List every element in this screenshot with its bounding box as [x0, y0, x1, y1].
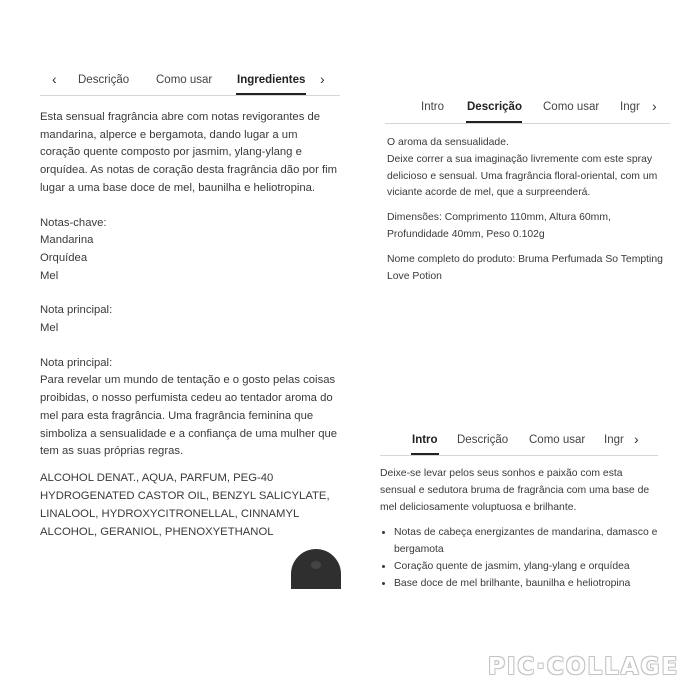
tab-ingredientes-partial[interactable]: Ingr: [604, 434, 624, 446]
tab-descricao[interactable]: Descrição: [467, 101, 522, 113]
intro-text: Esta sensual fragrância abre com notas revigorantes de mandarina, alperce e bergamota, dando lugar a um coração quente composto por jasmim, ylang-ylang e orquídea. As notas de coração desta fragrância dão por fim lugar a uma base doce de mel, baunilha e heliotropina.: [40, 111, 338, 194]
main-note-value: Mel: [40, 322, 59, 335]
list-item: • Base doce de mel brilhante, baunilha e heliotropina: [394, 576, 660, 593]
intro-content: [380, 466, 660, 593]
dimensions-text: Dimensões: Comprimento 110mm, Altura 60mm, Profundidade 40mm, Peso 0.102g: [387, 212, 611, 240]
main-note-heading: Nota principal:: [40, 304, 113, 317]
chevron-right-icon[interactable]: ›: [652, 98, 657, 114]
tab-como-usar[interactable]: Como usar: [156, 74, 213, 86]
chat-bubble-dot: [311, 561, 321, 569]
tabs-divider: [40, 95, 340, 96]
main-note2-text: Para revelar um mundo de tentação e o gosto pelas coisas proibidas, o nosso perfumista cedeu ao tentador aroma do mel para esta fragrância. Uma fragrância feminina que simboliza a sensualidade e a confiança de uma mulher que tem as suas próprias regras.: [40, 374, 338, 458]
description-heading: O aroma da sensualidade.: [387, 137, 509, 148]
tab-ingredientes-partial[interactable]: Ingr: [620, 101, 640, 113]
description-text: Deixe correr a sua imaginação livremente com este spray delicioso e sensual. Uma fragrância floral-oriental, com um viciante acorde de mel, que a surpreenderá.: [387, 153, 658, 199]
tab-descricao[interactable]: Descrição: [78, 74, 130, 86]
list-item: • Notas de cabeça energizantes de mandarina, damasco e bergamota: [394, 525, 660, 559]
tabs-divider: [385, 123, 670, 124]
full-name-text: Nome completo do produto: Bruma Perfumada So Tempting Love Potion: [387, 253, 663, 282]
chevron-right-icon[interactable]: ›: [320, 71, 325, 87]
description-content: [387, 135, 671, 285]
tabs-divider: [380, 455, 658, 456]
ingredients-content: [40, 109, 340, 541]
ingredients-list: ALCOHOL DENAT., AQUA, PARFUM, PEG-40 HYDROGENATED CASTOR OIL, BENZYL SALICYLATE, LINALOOL, HYDROXYCITRONELLAL, CINNAMYL ALCOHOL, GERANIOL, PHENOXYETHANOL: [40, 471, 330, 538]
tab-como-usar[interactable]: Como usar: [529, 434, 586, 446]
tab-ingredientes[interactable]: Ingredientes: [237, 74, 306, 86]
key-notes-heading: Notas-chave:: [40, 216, 107, 229]
tab-como-usar[interactable]: Como usar: [543, 101, 600, 113]
notes-list: [380, 525, 660, 592]
key-note-item: Mel: [40, 269, 59, 282]
tab-intro[interactable]: Intro: [421, 101, 445, 113]
tab-intro[interactable]: Intro: [412, 434, 438, 446]
chevron-left-icon[interactable]: ‹: [52, 71, 57, 87]
list-item: • Coração quente de jasmim, ylang-ylang e orquídea: [394, 559, 660, 576]
piccollage-watermark: PIC·COLLAGE: [488, 654, 680, 680]
chevron-right-icon[interactable]: ›: [634, 431, 639, 447]
key-note-item: Mandarina: [40, 234, 94, 247]
bottom-right-panel: [378, 425, 663, 605]
intro-text: Deixe-se levar pelos seus sonhos e paixão com esta sensual e sedutora bruma de fragrância com uma base de mel deliciosamente voluptuosa e brilhante.: [380, 468, 650, 513]
main-note2-heading: Nota principal:: [40, 356, 113, 369]
left-panel: [38, 64, 343, 574]
tab-descricao[interactable]: Descrição: [457, 434, 509, 446]
top-right-panel: [383, 90, 673, 300]
key-note-item: Orquídea: [40, 251, 88, 264]
